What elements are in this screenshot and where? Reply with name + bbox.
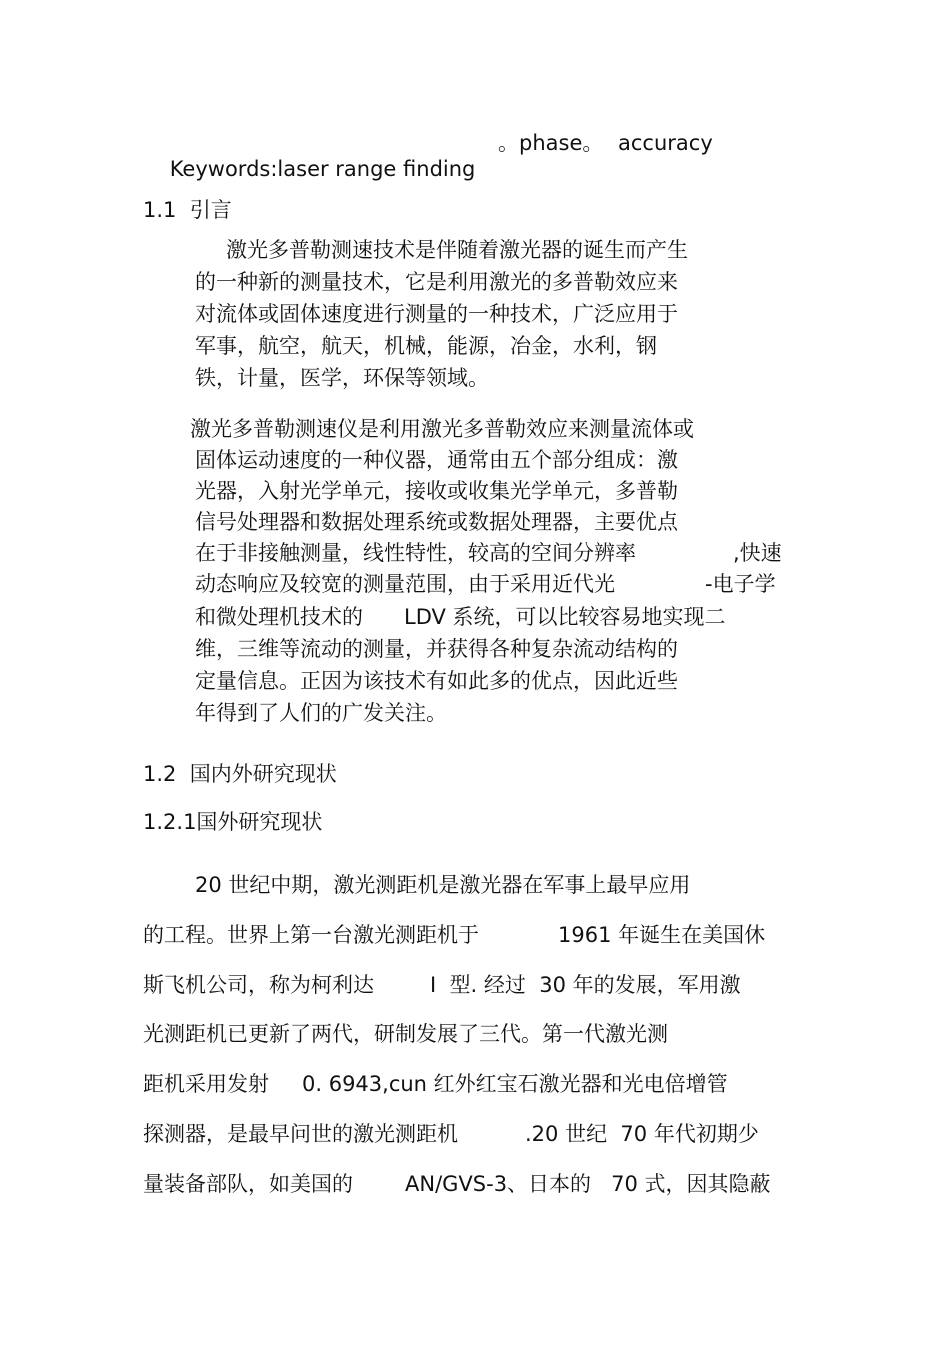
paragraph-line-fragment: ,快速: [733, 541, 782, 565]
paragraph-line: 激光多普勒测速技术是伴随着激光器的诞生而产生: [226, 238, 688, 262]
section-heading: 1.1 引言: [143, 198, 232, 222]
section-heading: 1.2 国内外研究现状: [143, 762, 337, 786]
paragraph-line: 铁，计量，医学，环保等领域。: [195, 366, 489, 390]
paragraph-line-fragment: .20 世纪 70 年代初期少: [525, 1122, 759, 1146]
paragraph-line-fragment: LDV 系统，可以比较容易地实现二: [404, 605, 726, 629]
paragraph-line: 光器，入射光学单元，接收或收集光学单元，多普勒: [195, 479, 678, 503]
keywords-separator: :: [270, 157, 278, 181]
paragraph-line: 激光多普勒测速仪是利用激光多普勒效应来测量流体或: [190, 417, 694, 441]
paragraph-line: 光测距机已更新了两代，研制发展了三代。第一代激光测: [143, 1022, 668, 1046]
paragraph-line-fragment: AN/GVS-3、日本的 70 式，因其隐蔽: [405, 1172, 771, 1196]
paragraph-line: 20 世纪中期，激光测距机是激光器在军事上最早应用: [195, 873, 691, 897]
paragraph-line-fragment: 0. 6943,cun 红外红宝石激光器和光电倍增管: [302, 1072, 728, 1096]
paragraph-line: 军事，航空，航天，机械，能源，冶金，水利，钢: [195, 334, 657, 358]
paragraph-line: 探测器，是最早问世的激光测距机: [143, 1122, 458, 1146]
paragraph-line: 的一种新的测量技术，它是利用激光的多普勒效应来: [195, 270, 678, 294]
paragraph-line: 在于非接触测量，线性特性，较高的空间分辨率: [195, 541, 636, 565]
paragraph-line: 的工程。世界上第一台激光测距机于: [143, 923, 479, 947]
paragraph-line: 年得到了人们的广发关注。: [195, 701, 447, 725]
paragraph-line: 定量信息。正因为该技术有如此多的优点，因此近些: [195, 669, 678, 693]
paragraph-line-fragment: 1961 年诞生在美国休: [558, 923, 766, 947]
keyword-item: accuracy: [618, 131, 713, 155]
paragraph-line: 对流体或固体速度进行测量的一种技术，广泛应用于: [195, 302, 678, 326]
keyword-item: 。phase。: [498, 131, 604, 155]
keywords-label: Keywords: [169, 157, 271, 181]
paragraph-line: 固体运动速度的一种仪器，通常由五个部分组成：激: [195, 448, 678, 472]
paragraph-line: 和微处理机技术的: [195, 605, 363, 629]
paragraph-line: 距机采用发射: [143, 1072, 269, 1096]
paragraph-line: 信号处理器和数据处理系统或数据处理器，主要优点: [195, 510, 678, 534]
paragraph-line: 斯飞机公司，称为柯利达: [143, 973, 374, 997]
paragraph-line: 维，三维等流动的测量，并获得各种复杂流动结构的: [195, 637, 678, 661]
paragraph-line: 动态响应及较宽的测量范围，由于采用近代光: [195, 572, 615, 596]
paragraph-line-fragment: -电子学: [705, 572, 776, 596]
paragraph-line: 量装备部队，如美国的: [143, 1172, 353, 1196]
subsection-heading: 1.2.1国外研究现状: [143, 810, 323, 834]
paragraph-line-fragment: I 型. 经过 30 年的发展，军用激: [430, 973, 741, 997]
keyword-item: laser range finding: [277, 157, 476, 181]
